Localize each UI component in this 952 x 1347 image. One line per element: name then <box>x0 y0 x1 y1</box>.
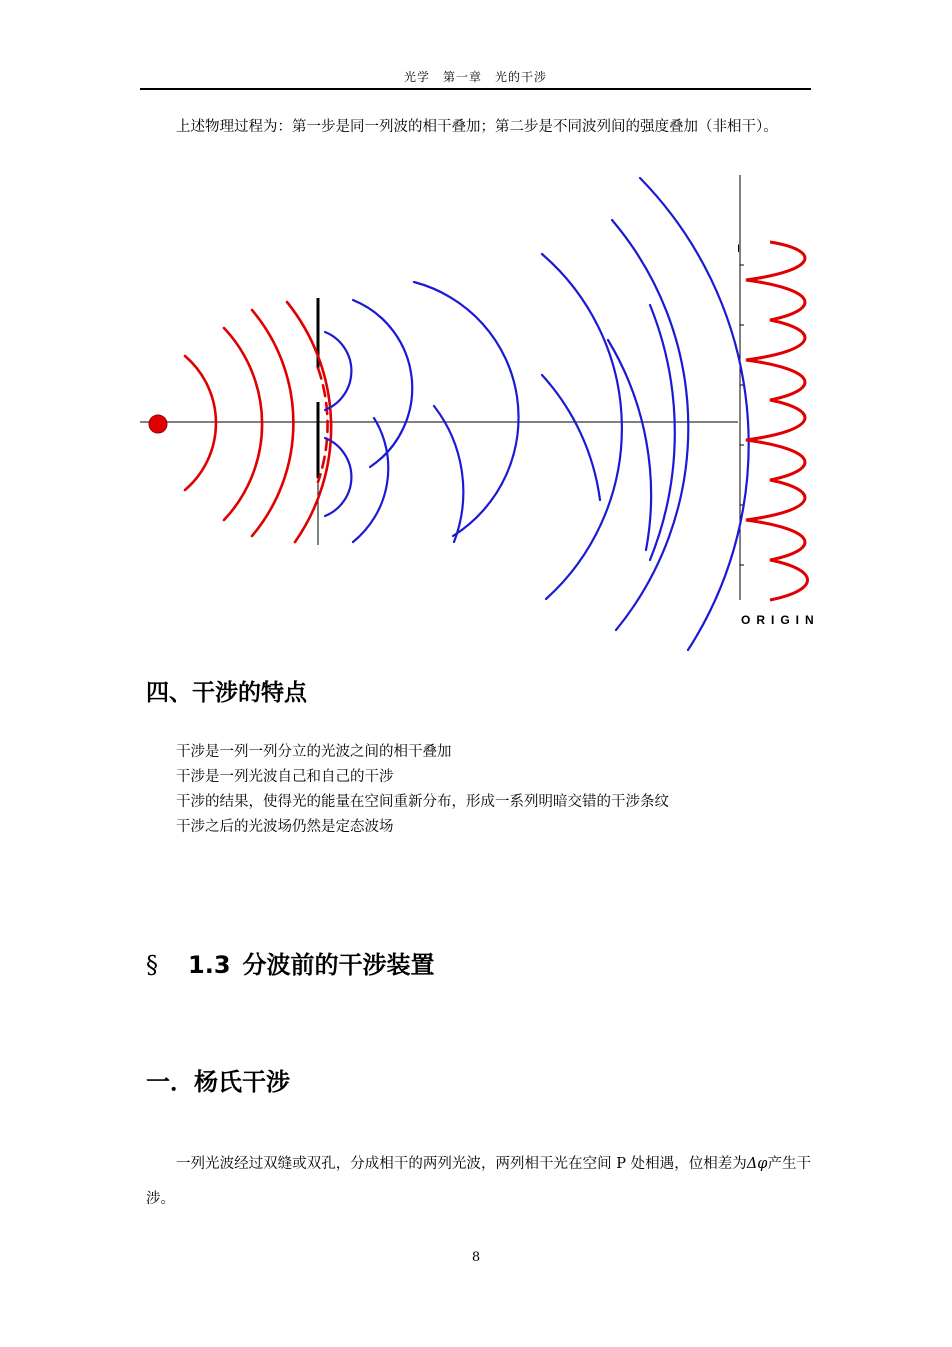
fringe-intensity-curve <box>746 242 808 600</box>
page-number: 8 <box>471 1250 481 1265</box>
section-title: 分波前的干涉装置 <box>242 951 435 979</box>
intro-paragraph <box>146 114 811 140</box>
list-item: 干涉的结果，使得光的能量在空间重新分布，形成一系列明暗交错的干涉条纹 <box>176 794 669 810</box>
young-text-before: 一列光波经过双缝或双孔，分成相干的两列光波，两列相干光在空间 P 处相遇，位相差为 <box>176 1156 747 1172</box>
chapter-heading <box>146 945 435 980</box>
axis-bottom-label: ORIGIN <box>741 613 820 627</box>
section-number: 1.3 <box>188 951 231 979</box>
axis-top-label: I <box>737 243 741 255</box>
slit1-wavefronts <box>325 178 749 650</box>
section-symbol: § <box>146 951 158 979</box>
subsection-heading: 一．杨氏干涉 <box>146 1068 290 1096</box>
list-item: 干涉是一列光波自己和自己的干涉 <box>176 769 394 785</box>
list-item: 干涉之后的光波场仍然是定态波场 <box>176 819 394 835</box>
phase-difference-symbol: Δφ <box>746 1156 768 1172</box>
feature-list <box>176 740 669 840</box>
young-paragraph <box>146 1147 811 1217</box>
wave-interference-figure <box>130 170 830 660</box>
list-item: 干涉是一列一列分立的光波之间的相干叠加 <box>176 744 452 760</box>
section4-heading: 四、干涉的特点 <box>146 680 307 706</box>
young-text-after: 产生干涉。 <box>146 1156 811 1207</box>
running-header: 光学 第一章 光的干涉 <box>403 70 547 84</box>
intro-text: 上述物理过程为：第一步是同一列波的相干叠加；第二步是不同波列间的强度叠加（非相干）。 <box>176 119 778 135</box>
point-source <box>149 415 167 433</box>
header-rule <box>140 88 811 90</box>
